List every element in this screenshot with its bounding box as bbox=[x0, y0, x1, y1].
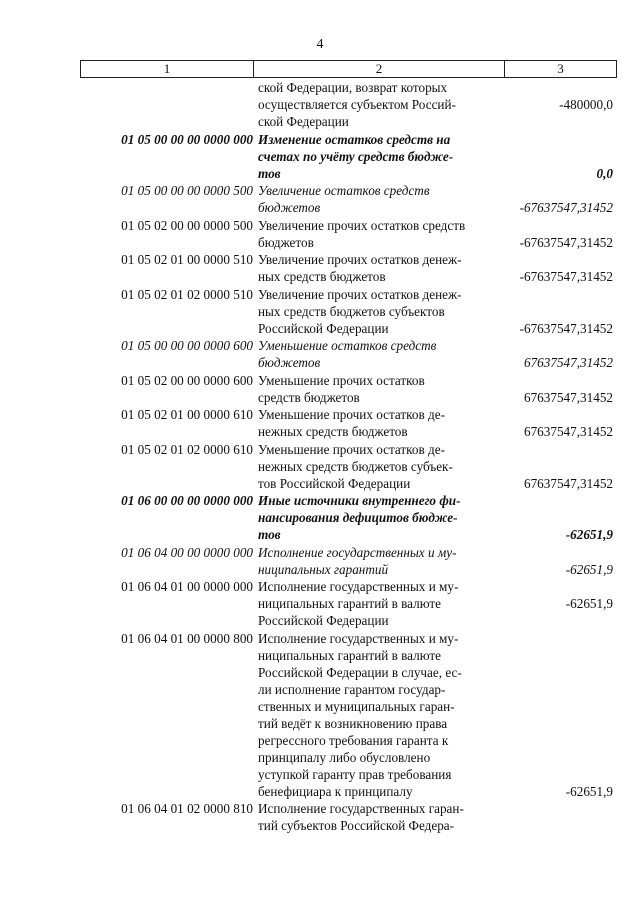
row-name: Исполнение государственных и му- ниципальных гарантий в валюте Российской Федерации в случае, ес- ли исполнение гарантом государ- ственных и муниципальных гаран- тий ведёт к возникновению права регрессного требования гаранта к принципалу либо обусловлено уступкой гаранту прав требования бенефициара к принципалу bbox=[258, 630, 462, 799]
row-value: -62651,9 bbox=[565, 527, 613, 542]
row-value: 67637547,31452 bbox=[523, 475, 613, 491]
row-code: 01 05 00 00 00 0000 600 bbox=[121, 338, 253, 353]
header-col-3: 3 bbox=[557, 61, 564, 76]
row-value: -67637547,31452 bbox=[519, 320, 613, 336]
row-name: Увеличение прочих остатков денеж- ных средств бюджетов субъектов Российской Федерации bbox=[258, 286, 462, 336]
row-value: 67637547,31452 bbox=[523, 355, 613, 370]
table-row bbox=[0, 79, 640, 130]
row-value: -62651,9 bbox=[565, 596, 613, 611]
row-code: 01 05 02 00 00 0000 500 bbox=[121, 217, 253, 233]
row-code: 01 05 02 01 00 0000 610 bbox=[121, 407, 253, 422]
row-code: 01 05 02 00 00 0000 600 bbox=[121, 372, 253, 388]
table-row bbox=[0, 131, 640, 182]
row-value: 67637547,31452 bbox=[523, 424, 613, 439]
row-code: 01 06 04 00 00 0000 000 bbox=[121, 544, 253, 560]
header-col-2: 2 bbox=[254, 61, 505, 77]
row-name: Увеличение остатков средств бюджетов bbox=[258, 183, 430, 215]
table-row bbox=[0, 544, 640, 578]
table-row bbox=[0, 182, 640, 216]
row-value: -62651,9 bbox=[565, 783, 613, 799]
table-row bbox=[0, 578, 640, 629]
row-name: Увеличение прочих остатков средств бюджетов bbox=[258, 217, 466, 250]
row-name: Исполнение государственных гаран- тий субъектов Российской Федера- bbox=[258, 801, 464, 833]
row-code: 01 05 00 00 00 0000 000 bbox=[121, 131, 253, 147]
row-value: -67637547,31452 bbox=[519, 269, 613, 284]
row-code: 01 05 02 01 00 0000 510 bbox=[121, 252, 253, 267]
table-row bbox=[0, 251, 640, 285]
row-name: Исполнение государственных и му- ниципальных гарантий bbox=[258, 544, 457, 577]
row-code: 01 05 02 01 02 0000 510 bbox=[121, 286, 253, 302]
row-code: 01 06 04 01 02 0000 810 bbox=[121, 801, 253, 816]
table-row bbox=[0, 800, 640, 834]
table-row bbox=[0, 217, 640, 251]
row-name: Уменьшение прочих остатков де- нежных средств бюджетов субъек- тов Российской Федерации bbox=[258, 441, 453, 491]
row-code: 01 06 04 01 00 0000 000 bbox=[121, 579, 253, 594]
row-value: -67637547,31452 bbox=[519, 200, 613, 215]
row-name: Иные источники внутреннего фи- нансирования дефицитов бюдже- тов bbox=[258, 493, 461, 542]
row-name: Увеличение прочих остатков денеж- ных средств бюджетов bbox=[258, 252, 462, 284]
table-row bbox=[0, 630, 640, 800]
row-code: 01 05 02 01 02 0000 610 bbox=[121, 441, 253, 457]
row-value: -62651,9 bbox=[565, 561, 613, 577]
page-number: 4 bbox=[316, 37, 324, 52]
row-value: 67637547,31452 bbox=[523, 389, 613, 405]
row-name: Изменение остатков средств на счетах по учёту средств бюдже- тов bbox=[258, 131, 454, 181]
row-code: 01 06 04 01 00 0000 800 bbox=[121, 630, 253, 646]
table-body bbox=[0, 79, 640, 835]
row-name: ской Федерации, возврат которых осуществляется субъектом Россий- ской Федерации bbox=[258, 80, 456, 129]
row-name: Исполнение государственных и му- ниципальных гарантий в валюте Российской Федерации bbox=[258, 579, 459, 628]
table-row bbox=[0, 441, 640, 492]
row-value: -67637547,31452 bbox=[519, 234, 613, 250]
row-code: 01 05 00 00 00 0000 500 bbox=[121, 183, 253, 198]
table-row bbox=[0, 372, 640, 406]
row-value: -480000,0 bbox=[559, 97, 613, 112]
row-code: 01 06 00 00 00 0000 000 bbox=[121, 493, 253, 508]
table-header bbox=[80, 60, 617, 78]
table-row bbox=[0, 337, 640, 371]
row-name: Уменьшение прочих остатков средств бюджетов bbox=[258, 372, 425, 405]
row-name: Уменьшение остатков средств бюджетов bbox=[258, 338, 437, 370]
row-name: Уменьшение прочих остатков де- нежных средств бюджетов bbox=[258, 407, 445, 439]
table-row bbox=[0, 492, 640, 543]
header-col-1: 1 bbox=[81, 61, 254, 77]
row-value: 0,0 bbox=[596, 165, 613, 181]
table-row bbox=[0, 406, 640, 440]
table-row bbox=[0, 286, 640, 337]
